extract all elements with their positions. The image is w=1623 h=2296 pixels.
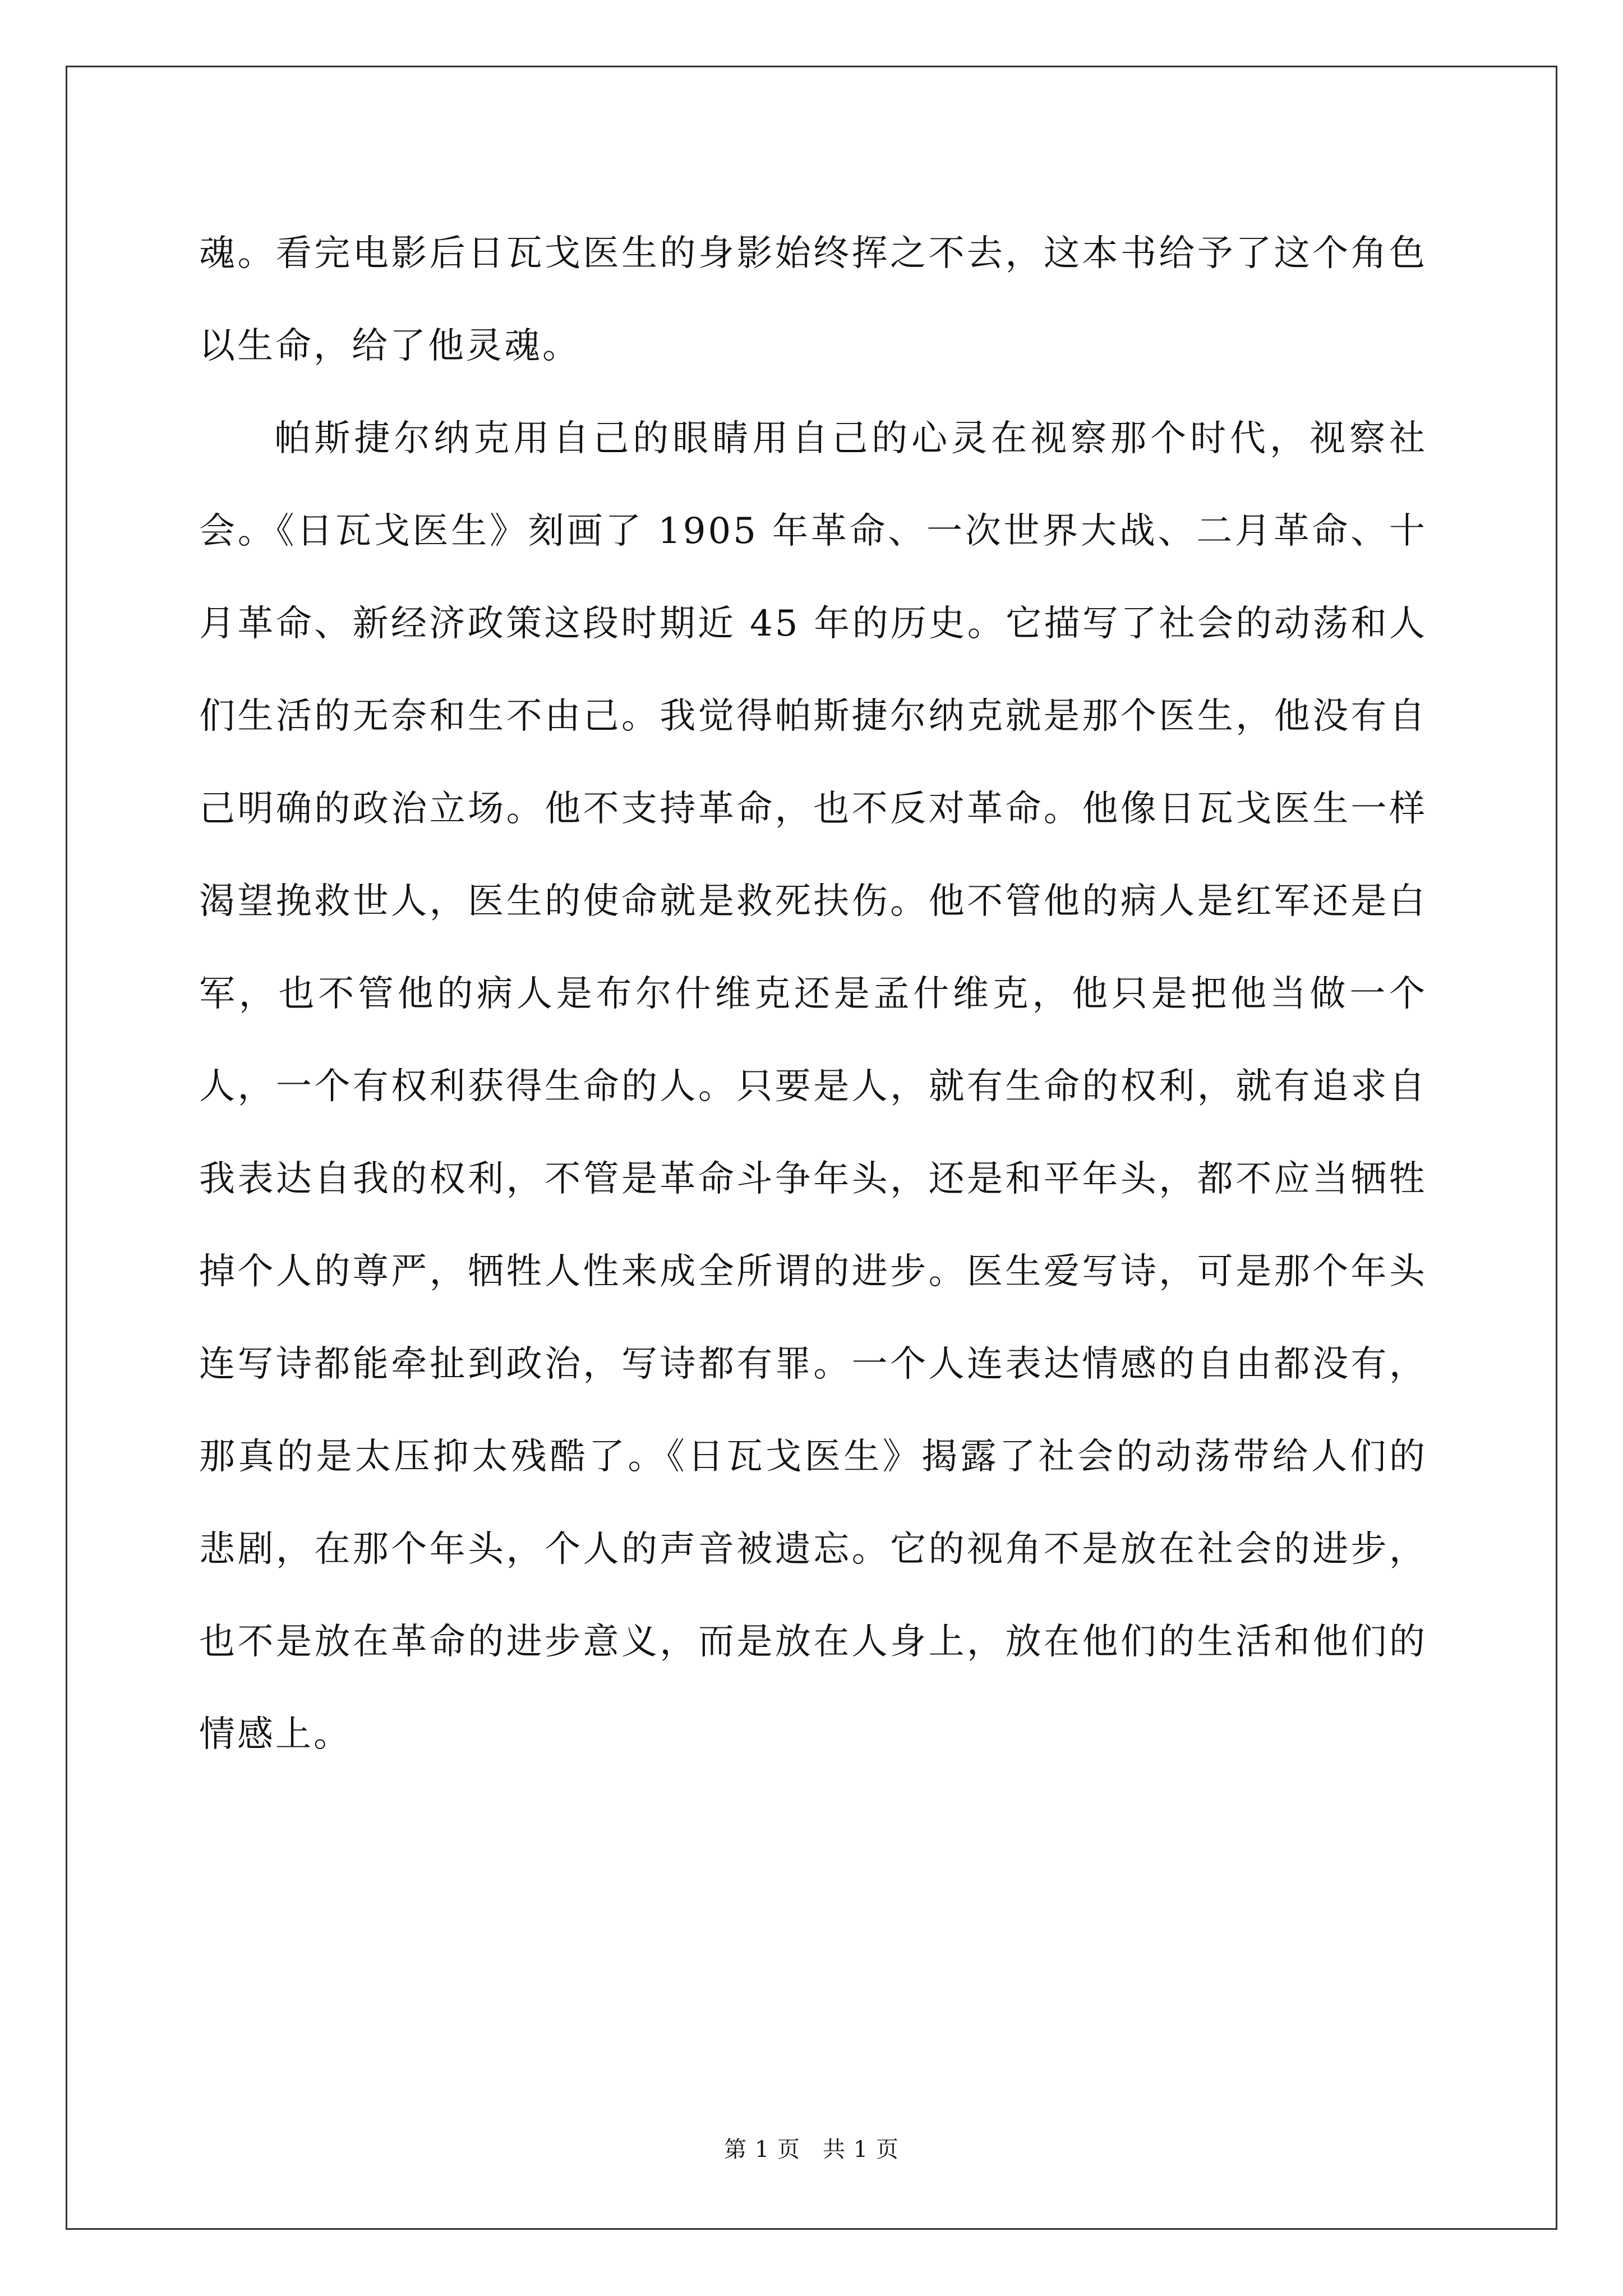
page-number-current: 第 1 页 [724,2137,800,2162]
page-footer [0,2132,1623,2164]
page-number-total: 共 1 页 [823,2137,899,2162]
paragraph-main: 帕斯捷尔纳克用自己的眼睛用自己的心灵在视察那个时代，视察社会。《日瓦戈医生》刻画了 1905 年革命、一次世界大战、二月革命、十月革命、新经济政策这段时期近 45 年的历史。它描写了社会的动荡和人们生活的无奈和生不由己。我觉得帕斯捷尔纳克就是那个医生，他没有自己明确的政治立场。他不支持革命，也不反对革命。他像日瓦戈医生一样渴望挽救世人，医生的使命就是救死扶伤。他不管他的病人是红军还是白军，也不管他的病人是布尔什维克还是孟什维克，他只是把他当做一个人，一个有权利获得生命的人。只要是人，就有生命的权利，就有追求自我表达自我的权利，不管是革命斗争年头，还是和平年头，都不应当牺牲掉个人的尊严，牺牲人性来成全所谓的进步。医生爱写诗，可是那个年头连写诗都能牵扯到政治，写诗都有罪。一个人连表达情感的自由都没有，那真的是太压抑太残酷了。《日瓦戈医生》揭露了社会的动荡带给人们的悲剧，在那个年头，个人的声音被遗忘。它的视角不是放在社会的进步，也不是放在革命的进步意义，而是放在人身上，放在他们的生活和他们的情感上。 [199,418,1427,1755]
paragraph-continuation: 魂。看完电影后日瓦戈医生的身影始终挥之不去，这本书给予了这个角色以生命，给了他灵魂。 [199,233,1427,367]
document-body [199,208,1427,1781]
